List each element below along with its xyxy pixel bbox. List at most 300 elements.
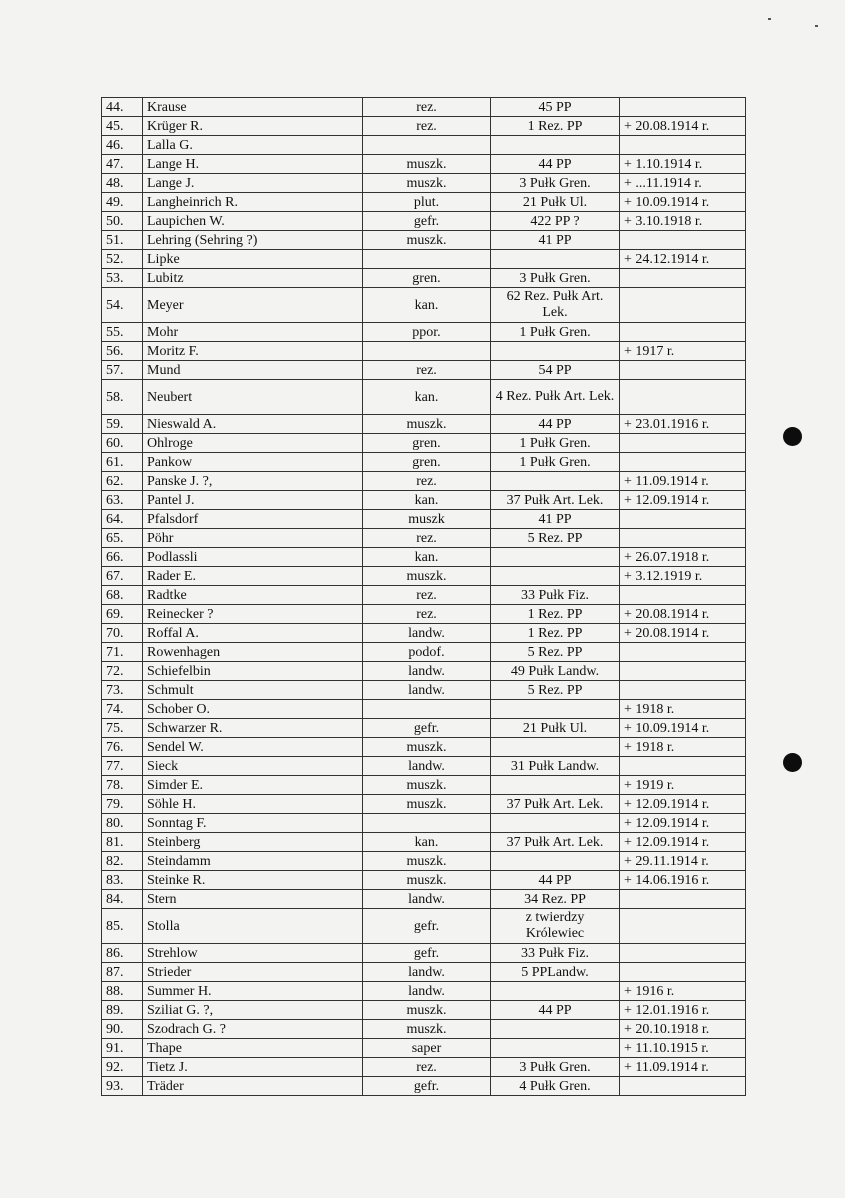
- soldier-rank: landw.: [363, 982, 491, 1001]
- soldier-name: Steinberg: [143, 833, 363, 852]
- soldier-name: Szodrach G. ?: [143, 1020, 363, 1039]
- soldier-unit: 1 Rez. PP: [491, 117, 620, 136]
- soldier-rank: rez.: [363, 1058, 491, 1077]
- soldier-rank: gren.: [363, 453, 491, 472]
- soldier-name: Lubitz: [143, 269, 363, 288]
- soldier-unit: 21 Pułk Ul.: [491, 193, 620, 212]
- table-row: [102, 719, 746, 738]
- soldier-unit: 1 Pułk Gren.: [491, 323, 620, 342]
- death-note: + 1919 r.: [620, 776, 746, 795]
- soldier-unit: 5 PPLandw.: [491, 963, 620, 982]
- row-number: 62.: [102, 472, 143, 491]
- scan-speck: [815, 25, 818, 27]
- soldier-name: Laupichen W.: [143, 212, 363, 231]
- row-number: 47.: [102, 155, 143, 174]
- soldier-rank: muszk: [363, 510, 491, 529]
- soldier-rank: muszk.: [363, 795, 491, 814]
- soldier-unit: [491, 342, 620, 361]
- row-number: 45.: [102, 117, 143, 136]
- row-number: 59.: [102, 415, 143, 434]
- soldier-unit: 5 Rez. PP: [491, 529, 620, 548]
- table-row: [102, 323, 746, 342]
- table-row: [102, 548, 746, 567]
- table-row: [102, 1020, 746, 1039]
- death-note: + 20.08.1914 r.: [620, 117, 746, 136]
- soldier-name: Lehring (Sehring ?): [143, 231, 363, 250]
- death-note: + ...11.1914 r.: [620, 174, 746, 193]
- death-note: + 12.09.1914 r.: [620, 833, 746, 852]
- row-number: 56.: [102, 342, 143, 361]
- soldier-rank: muszk.: [363, 852, 491, 871]
- soldier-unit: 34 Rez. PP: [491, 890, 620, 909]
- soldier-unit: [491, 1020, 620, 1039]
- table-row: [102, 174, 746, 193]
- death-note: + 12.01.1916 r.: [620, 1001, 746, 1020]
- table-row: [102, 288, 746, 323]
- soldier-rank: landw.: [363, 681, 491, 700]
- soldier-name: Steindamm: [143, 852, 363, 871]
- soldier-name: Sziliat G. ?,: [143, 1001, 363, 1020]
- death-note: [620, 586, 746, 605]
- row-number: 89.: [102, 1001, 143, 1020]
- soldier-unit: 1 Pułk Gren.: [491, 434, 620, 453]
- soldier-name: Pöhr: [143, 529, 363, 548]
- table-row: [102, 380, 746, 415]
- soldier-name: Mohr: [143, 323, 363, 342]
- soldier-rank: plut.: [363, 193, 491, 212]
- row-number: 50.: [102, 212, 143, 231]
- table-row: [102, 681, 746, 700]
- punch-hole-lower: [783, 753, 802, 772]
- row-number: 76.: [102, 738, 143, 757]
- soldier-unit: 5 Rez. PP: [491, 643, 620, 662]
- table-row: [102, 117, 746, 136]
- soldier-name: Pantel J.: [143, 491, 363, 510]
- death-note: + 3.12.1919 r.: [620, 567, 746, 586]
- table-row: [102, 453, 746, 472]
- table-row: [102, 415, 746, 434]
- death-note: [620, 944, 746, 963]
- table-row: [102, 852, 746, 871]
- death-note: [620, 681, 746, 700]
- soldier-rank: muszk.: [363, 871, 491, 890]
- row-number: 93.: [102, 1077, 143, 1096]
- soldier-name: Panske J. ?,: [143, 472, 363, 491]
- row-number: 86.: [102, 944, 143, 963]
- soldier-unit: 44 PP: [491, 871, 620, 890]
- soldier-unit: 33 Pułk Fiz.: [491, 586, 620, 605]
- table-row: [102, 605, 746, 624]
- table-row: [102, 776, 746, 795]
- death-note: + 12.09.1914 r.: [620, 814, 746, 833]
- row-number: 54.: [102, 288, 143, 323]
- soldier-rank: muszk.: [363, 174, 491, 193]
- death-note: [620, 269, 746, 288]
- soldier-unit: 3 Pułk Gren.: [491, 174, 620, 193]
- soldier-unit: [491, 700, 620, 719]
- soldier-unit: 31 Pułk Landw.: [491, 757, 620, 776]
- table-row: [102, 1039, 746, 1058]
- table-row: [102, 231, 746, 250]
- row-number: 81.: [102, 833, 143, 852]
- death-note: [620, 323, 746, 342]
- death-note: + 20.10.1918 r.: [620, 1020, 746, 1039]
- death-note: [620, 662, 746, 681]
- row-number: 71.: [102, 643, 143, 662]
- soldier-name: Rowenhagen: [143, 643, 363, 662]
- soldier-name: Schiefelbin: [143, 662, 363, 681]
- soldier-name: Roffal A.: [143, 624, 363, 643]
- row-number: 60.: [102, 434, 143, 453]
- row-number: 51.: [102, 231, 143, 250]
- table-row: [102, 342, 746, 361]
- soldier-name: Mund: [143, 361, 363, 380]
- table-row: [102, 529, 746, 548]
- soldier-rank: kan.: [363, 833, 491, 852]
- row-number: 72.: [102, 662, 143, 681]
- soldier-unit: 37 Pułk Art. Lek.: [491, 833, 620, 852]
- soldier-unit: 37 Pułk Art. Lek.: [491, 491, 620, 510]
- table-row: [102, 700, 746, 719]
- soldier-rank: rez.: [363, 605, 491, 624]
- row-number: 49.: [102, 193, 143, 212]
- soldier-rank: saper: [363, 1039, 491, 1058]
- soldier-rank: ppor.: [363, 323, 491, 342]
- row-number: 65.: [102, 529, 143, 548]
- soldier-name: Lange H.: [143, 155, 363, 174]
- soldier-name: Steinke R.: [143, 871, 363, 890]
- table-row: [102, 510, 746, 529]
- soldier-rank: kan.: [363, 288, 491, 323]
- soldier-unit: 3 Pułk Gren.: [491, 269, 620, 288]
- row-number: 67.: [102, 567, 143, 586]
- soldier-rank: rez.: [363, 117, 491, 136]
- death-note: [620, 136, 746, 155]
- soldier-rank: kan.: [363, 548, 491, 567]
- soldier-name: Meyer: [143, 288, 363, 323]
- row-number: 69.: [102, 605, 143, 624]
- death-note: + 23.01.1916 r.: [620, 415, 746, 434]
- soldier-unit: 422 PP ?: [491, 212, 620, 231]
- soldier-name: Simder E.: [143, 776, 363, 795]
- table-row: [102, 833, 746, 852]
- soldier-rank: landw.: [363, 890, 491, 909]
- soldier-name: Sendel W.: [143, 738, 363, 757]
- soldier-rank: gefr.: [363, 212, 491, 231]
- row-number: 82.: [102, 852, 143, 871]
- death-note: [620, 909, 746, 944]
- soldier-rank: kan.: [363, 380, 491, 415]
- soldier-name: Krause: [143, 98, 363, 117]
- death-note: [620, 529, 746, 548]
- soldier-unit: [491, 250, 620, 269]
- row-number: 66.: [102, 548, 143, 567]
- table-row: [102, 944, 746, 963]
- soldier-name: Nieswald A.: [143, 415, 363, 434]
- death-note: + 1918 r.: [620, 700, 746, 719]
- soldier-name: Söhle H.: [143, 795, 363, 814]
- death-note: + 1.10.1914 r.: [620, 155, 746, 174]
- table-row: [102, 136, 746, 155]
- soldier-rank: muszk.: [363, 776, 491, 795]
- row-number: 92.: [102, 1058, 143, 1077]
- soldier-unit: [491, 814, 620, 833]
- death-note: + 26.07.1918 r.: [620, 548, 746, 567]
- table-row: [102, 890, 746, 909]
- soldier-unit: 54 PP: [491, 361, 620, 380]
- row-number: 88.: [102, 982, 143, 1001]
- table-row: [102, 757, 746, 776]
- row-number: 73.: [102, 681, 143, 700]
- death-note: + 29.11.1914 r.: [620, 852, 746, 871]
- table-row: [102, 155, 746, 174]
- row-number: 70.: [102, 624, 143, 643]
- death-note: + 14.06.1916 r.: [620, 871, 746, 890]
- death-note: + 20.08.1914 r.: [620, 624, 746, 643]
- soldier-unit: [491, 738, 620, 757]
- soldier-unit: 4 Rez. Pułk Art. Lek.: [491, 380, 620, 415]
- soldier-name: Ohlroge: [143, 434, 363, 453]
- soldier-unit: 41 PP: [491, 510, 620, 529]
- scan-speck: [768, 18, 771, 20]
- soldier-rank: gefr.: [363, 1077, 491, 1096]
- row-number: 91.: [102, 1039, 143, 1058]
- soldier-rank: podof.: [363, 643, 491, 662]
- soldier-rank: landw.: [363, 757, 491, 776]
- table-row: [102, 643, 746, 662]
- soldier-rank: [363, 250, 491, 269]
- table-row: [102, 1001, 746, 1020]
- soldier-unit: 49 Pułk Landw.: [491, 662, 620, 681]
- soldier-name: Stolla: [143, 909, 363, 944]
- table-row: [102, 434, 746, 453]
- soldier-name: Strieder: [143, 963, 363, 982]
- row-number: 90.: [102, 1020, 143, 1039]
- soldier-rank: gefr.: [363, 719, 491, 738]
- soldier-name: Lalla G.: [143, 136, 363, 155]
- death-note: [620, 1077, 746, 1096]
- soldier-unit: [491, 472, 620, 491]
- row-number: 48.: [102, 174, 143, 193]
- death-note: [620, 231, 746, 250]
- soldier-unit: [491, 567, 620, 586]
- soldier-unit: 37 Pułk Art. Lek.: [491, 795, 620, 814]
- death-note: + 1918 r.: [620, 738, 746, 757]
- row-number: 68.: [102, 586, 143, 605]
- soldier-rank: landw.: [363, 624, 491, 643]
- soldier-name: Neubert: [143, 380, 363, 415]
- roster-body: [102, 98, 746, 1096]
- death-note: [620, 643, 746, 662]
- table-row: [102, 871, 746, 890]
- row-number: 85.: [102, 909, 143, 944]
- soldier-rank: rez.: [363, 361, 491, 380]
- soldier-rank: gren.: [363, 269, 491, 288]
- row-number: 84.: [102, 890, 143, 909]
- table-row: [102, 662, 746, 681]
- row-number: 57.: [102, 361, 143, 380]
- row-number: 77.: [102, 757, 143, 776]
- table-row: [102, 212, 746, 231]
- table-row: [102, 193, 746, 212]
- soldier-rank: gren.: [363, 434, 491, 453]
- soldier-unit: 1 Rez. PP: [491, 605, 620, 624]
- death-note: [620, 757, 746, 776]
- soldier-name: Träder: [143, 1077, 363, 1096]
- soldier-unit: 4 Pułk Gren.: [491, 1077, 620, 1096]
- death-note: + 20.08.1914 r.: [620, 605, 746, 624]
- death-note: [620, 434, 746, 453]
- soldier-name: Sieck: [143, 757, 363, 776]
- table-row: [102, 586, 746, 605]
- soldier-unit: 3 Pułk Gren.: [491, 1058, 620, 1077]
- death-note: + 11.09.1914 r.: [620, 1058, 746, 1077]
- soldier-unit: 33 Pułk Fiz.: [491, 944, 620, 963]
- soldier-name: Stern: [143, 890, 363, 909]
- soldier-unit: [491, 548, 620, 567]
- row-number: 61.: [102, 453, 143, 472]
- table-row: [102, 795, 746, 814]
- soldier-unit: 44 PP: [491, 155, 620, 174]
- roster-table: [101, 97, 746, 1096]
- death-note: [620, 380, 746, 415]
- row-number: 75.: [102, 719, 143, 738]
- death-note: + 10.09.1914 r.: [620, 193, 746, 212]
- death-note: + 1916 r.: [620, 982, 746, 1001]
- row-number: 55.: [102, 323, 143, 342]
- row-number: 53.: [102, 269, 143, 288]
- soldier-name: Moritz F.: [143, 342, 363, 361]
- soldier-name: Pankow: [143, 453, 363, 472]
- soldier-name: Schwarzer R.: [143, 719, 363, 738]
- soldier-name: Rader E.: [143, 567, 363, 586]
- soldier-rank: muszk.: [363, 1001, 491, 1020]
- soldier-unit: 21 Pułk Ul.: [491, 719, 620, 738]
- row-number: 78.: [102, 776, 143, 795]
- row-number: 87.: [102, 963, 143, 982]
- soldier-name: Reinecker ?: [143, 605, 363, 624]
- soldier-rank: kan.: [363, 491, 491, 510]
- soldier-rank: muszk.: [363, 567, 491, 586]
- row-number: 58.: [102, 380, 143, 415]
- soldier-rank: [363, 700, 491, 719]
- table-row: [102, 1077, 746, 1096]
- soldier-rank: landw.: [363, 662, 491, 681]
- soldier-rank: rez.: [363, 98, 491, 117]
- soldier-rank: muszk.: [363, 231, 491, 250]
- row-number: 79.: [102, 795, 143, 814]
- death-note: [620, 98, 746, 117]
- death-note: [620, 963, 746, 982]
- row-number: 46.: [102, 136, 143, 155]
- death-note: + 3.10.1918 r.: [620, 212, 746, 231]
- soldier-name: Thape: [143, 1039, 363, 1058]
- soldier-name: Schmult: [143, 681, 363, 700]
- death-note: + 12.09.1914 r.: [620, 795, 746, 814]
- table-row: [102, 624, 746, 643]
- soldier-name: Summer H.: [143, 982, 363, 1001]
- soldier-unit: 41 PP: [491, 231, 620, 250]
- soldier-name: Krüger R.: [143, 117, 363, 136]
- soldier-rank: rez.: [363, 472, 491, 491]
- soldier-name: Pfalsdorf: [143, 510, 363, 529]
- row-number: 80.: [102, 814, 143, 833]
- soldier-unit: [491, 1039, 620, 1058]
- table-row: [102, 491, 746, 510]
- death-note: [620, 453, 746, 472]
- soldier-unit: [491, 776, 620, 795]
- soldier-rank: gefr.: [363, 909, 491, 944]
- soldier-rank: [363, 814, 491, 833]
- table-row: [102, 98, 746, 117]
- row-number: 44.: [102, 98, 143, 117]
- soldier-name: Radtke: [143, 586, 363, 605]
- soldier-unit: 44 PP: [491, 1001, 620, 1020]
- row-number: 74.: [102, 700, 143, 719]
- row-number: 83.: [102, 871, 143, 890]
- table-row: [102, 250, 746, 269]
- soldier-unit: 62 Rez. Pułk Art. Lek.: [491, 288, 620, 323]
- table-row: [102, 738, 746, 757]
- row-number: 64.: [102, 510, 143, 529]
- table-row: [102, 982, 746, 1001]
- soldier-rank: [363, 136, 491, 155]
- soldier-unit: 1 Rez. PP: [491, 624, 620, 643]
- table-row: [102, 814, 746, 833]
- soldier-rank: muszk.: [363, 738, 491, 757]
- soldier-name: Tietz J.: [143, 1058, 363, 1077]
- soldier-unit: [491, 136, 620, 155]
- soldier-unit: [491, 852, 620, 871]
- soldier-name: Langheinrich R.: [143, 193, 363, 212]
- table-row: [102, 1058, 746, 1077]
- soldier-rank: rez.: [363, 529, 491, 548]
- row-number: 63.: [102, 491, 143, 510]
- table-row: [102, 963, 746, 982]
- death-note: + 24.12.1914 r.: [620, 250, 746, 269]
- soldier-name: Lange J.: [143, 174, 363, 193]
- death-note: + 11.10.1915 r.: [620, 1039, 746, 1058]
- soldier-name: Schober O.: [143, 700, 363, 719]
- table-row: [102, 269, 746, 288]
- soldier-unit: 5 Rez. PP: [491, 681, 620, 700]
- table-row: [102, 567, 746, 586]
- soldier-unit: 45 PP: [491, 98, 620, 117]
- soldier-unit: 1 Pułk Gren.: [491, 453, 620, 472]
- death-note: [620, 361, 746, 380]
- soldier-name: Lipke: [143, 250, 363, 269]
- soldier-name: Strehlow: [143, 944, 363, 963]
- death-note: + 12.09.1914 r.: [620, 491, 746, 510]
- soldier-name: Podlassli: [143, 548, 363, 567]
- table-row: [102, 361, 746, 380]
- row-number: 52.: [102, 250, 143, 269]
- death-note: [620, 890, 746, 909]
- death-note: [620, 510, 746, 529]
- death-note: + 11.09.1914 r.: [620, 472, 746, 491]
- soldier-unit: [491, 982, 620, 1001]
- soldier-name: Sonntag F.: [143, 814, 363, 833]
- death-note: + 1917 r.: [620, 342, 746, 361]
- table-row: [102, 909, 746, 944]
- death-note: + 10.09.1914 r.: [620, 719, 746, 738]
- soldier-rank: muszk.: [363, 155, 491, 174]
- soldier-unit: z twierdzy Królewiec: [491, 909, 620, 944]
- soldier-rank: [363, 342, 491, 361]
- punch-hole-upper: [783, 427, 802, 446]
- soldier-unit: 44 PP: [491, 415, 620, 434]
- soldier-rank: gefr.: [363, 944, 491, 963]
